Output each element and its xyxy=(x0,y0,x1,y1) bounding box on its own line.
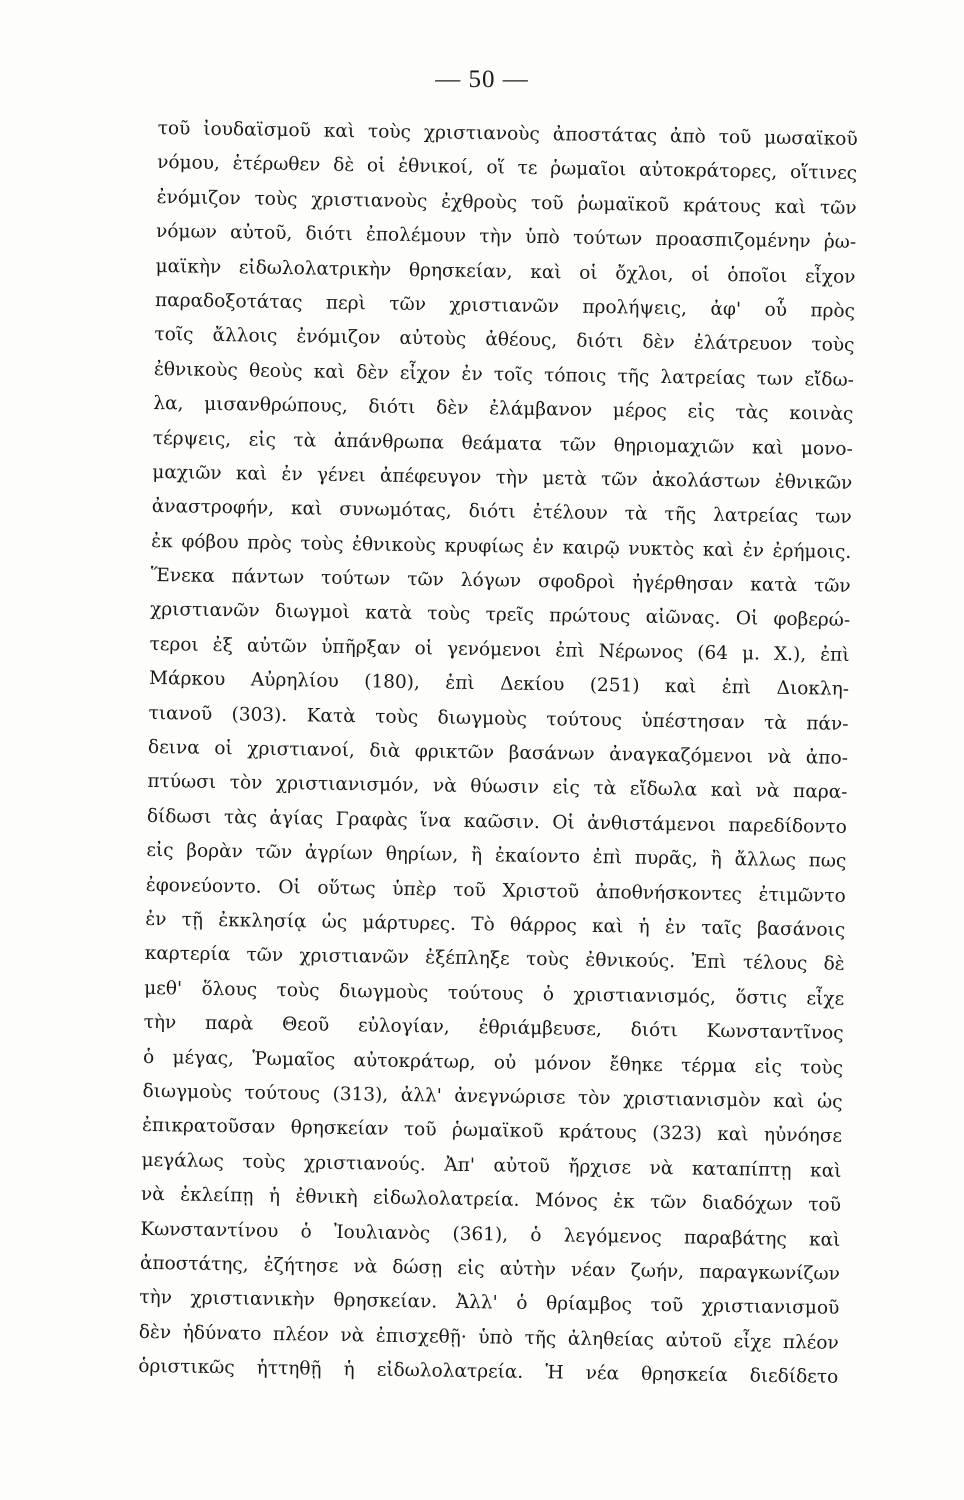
text-line: ἐν τῇ ἐκκλησίᾳ ὡς μάρτυρες. Τὸ θάρρος καὶ ἡ ἐν ταῖς βασάνοις xyxy=(145,908,846,941)
text-line: μεθ' ὅλους τοὺς διωγμοὺς τούτους ὁ χριστιανισμός, ὅστις εἶχε xyxy=(144,977,845,1010)
text-line: νὰ ἐκλείπῃ ἡ ἐθνικὴ εἰδωλολατρεία. Μόνος ἐκ τῶν διαδόχων τοῦ xyxy=(140,1183,842,1216)
text-line: νόμου, ἑτέρωθεν δὲ οἱ ἐθνικοί, οἵ τε ῥωμαῖοι αὐτοκράτορες, οἵτινες xyxy=(157,152,858,185)
text-line: ἐνόμιζον τοὺς χριστιανοὺς ἐχθροὺς τοῦ ῥωμαϊκοῦ κράτους καὶ τῶν xyxy=(156,186,857,219)
text-line: ἐπικρατοῦσαν θρησκείαν τοῦ ῥωμαϊκοῦ κράτους (323) καὶ ηὐνόησε xyxy=(141,1115,843,1148)
text-line: πτύωσι τὸν χριστιανισμόν, νὰ θύωσιν εἰς τὰ εἴδωλα καὶ νὰ παρα- xyxy=(147,771,848,804)
text-line: Κωνσταντίνου ὁ Ἰουλιανὸς (361), ὁ λεγόμενος παραβάτης καὶ xyxy=(140,1218,841,1251)
text-line: καρτερία τῶν χριστιανῶν ἐξέπληξε τοὺς ἐθνικούς. Ἐπὶ τέλους δὲ xyxy=(144,943,845,976)
text-line: τεροι ἐξ αὐτῶν ὑπῆρξαν οἱ γενόμενοι ἐπὶ Νέρωνος (64 μ. Χ.), ἐπὶ xyxy=(149,633,850,666)
text-line: δεινα οἱ χριστιανοί, διὰ φρικτῶν βασάνων ἀναγκαζόμενοι νὰ ἀπο- xyxy=(147,736,849,769)
text-line: Μάρκου Αὐρηλίου (180), ἐπὶ Δεκίου (251) καὶ ἐπὶ Διοκλη- xyxy=(148,668,850,701)
text-line: δίδωσι τὰς ἁγίας Γραφὰς ἵνα καῶσιν. Οἱ ἀνθιστάμενοι παρεδίδοντο xyxy=(146,805,848,838)
text-line: ἐκ φόβου πρὸς τοὺς ἐθνικοὺς κρυφίως ἐν καιρῷ νυκτὸς καὶ ἐν ἐρήμοις. xyxy=(151,530,852,563)
text-line: εἰς βορὰν τῶν ἀγρίων θηρίων, ἢ ἐκαίοντο ἐπὶ πυρᾶς, ἢ ἄλλως πως xyxy=(146,840,847,873)
text-line: δὲν ἠδύνατο πλέον νὰ ἐπισχεθῇ· ὑπὸ τῆς ἀληθείας αὐτοῦ εἶχε πλέον xyxy=(138,1321,839,1354)
text-line: χριστιανῶν διωγμοὶ κατὰ τοὺς τρεῖς πρώτους αἰῶνας. Οἱ φοβερώ- xyxy=(150,599,851,632)
text-line: τὴν χριστιανικὴν θρησκείαν. Ἀλλ' ὁ θρίαμβος τοῦ χριστιανισμοῦ xyxy=(139,1287,840,1320)
page-number: — 50 — xyxy=(435,66,529,93)
text-line: ἐθνικοὺς θεοὺς καὶ δὲν εἶχον ἐν τοῖς τόποις τῆς λατρείας των εἴδω- xyxy=(153,358,855,391)
text-line: μαϊκὴν εἰδωλολατρικὴν θρησκείαν, καὶ οἱ ὄχλοι, οἱ ὁποῖοι εἶχον xyxy=(155,255,856,288)
text-line: ἀναστροφήν, καὶ συνωμότας, διότι ἐτέλουν τὰ τῆς λατρείας των xyxy=(151,496,852,529)
text-line: διωγμοὺς τούτους (313), ἀλλ' ἀνεγνώρισε τὸν χριστιανισμὸν καὶ ὡς xyxy=(142,1080,843,1113)
text-line: μεγάλως τοὺς χριστιανούς. Ἀπ' αὐτοῦ ἤρχισε νὰ καταπίπτῃ καὶ xyxy=(141,1149,842,1182)
text-line: ὁριστικῶς ἡττηθῇ ἡ εἰδωλολατρεία. Ἡ νέα θρησκεία διεδίδετο xyxy=(138,1355,839,1388)
body-text xyxy=(138,112,858,1395)
text-line: Ἕνεκα πάντων τούτων τῶν λόγων σφοδροὶ ἠγέρθησαν κατὰ τῶν xyxy=(150,565,851,598)
text-line: λα, μισανθρώπους, διότι δὲν ἐλάμβανον μέρος εἰς τὰς κοινὰς xyxy=(153,393,854,426)
text-line: τοῦ ἰουδαϊσμοῦ καὶ τοὺς χριστιανοὺς ἀποστάτας ἀπὸ τοῦ μωσαϊκοῦ xyxy=(157,117,858,150)
text-line: τοῖς ἄλλοις ἐνόμιζον αὐτοὺς ἀθέους, διότι δὲν ἐλάτρευον τοὺς xyxy=(154,324,855,357)
text-line: ἀποστάτης, ἐζήτησε νὰ δώσῃ εἰς αὐτὴν νέαν ζωήν, παραγκωνίζων xyxy=(139,1252,840,1285)
text-line: ὁ μέγας, Ῥωμαῖος αὐτοκράτωρ, οὐ μόνον ἔθηκε τέρμα εἰς τοὺς xyxy=(142,1046,844,1079)
text-line: παραδοξοτάτας περὶ τῶν χριστιανῶν προλήψεις, ἀφ' οὗ πρὸς xyxy=(154,289,856,322)
text-line: μαχιῶν καὶ ἐν γένει ἀπέφευγον τὴν μετὰ τῶν ἀκολάστων ἐθνικῶν xyxy=(152,461,853,494)
text-line: τέρψεις, εἰς τὰ ἀπάνθρωπα θεάματα τῶν θηριομαχιῶν καὶ μονο- xyxy=(152,427,853,460)
text-line: νόμων αὐτοῦ, διότι ἐπολέμουν τὴν ὑπὸ τούτων προασπιζομένην ῥω- xyxy=(155,221,857,254)
text-line: τιανοῦ (303). Κατὰ τοὺς διωγμοὺς τούτους ὑπέστησαν τὰ πάν- xyxy=(148,702,849,735)
text-line: τὴν παρὰ Θεοῦ εὐλογίαν, ἐθριάμβευσε, διότι Κωνσταντῖνος xyxy=(143,1012,844,1045)
text-line: ἐφονεύοντο. Οἱ οὕτως ὑπὲρ τοῦ Χριστοῦ ἀποθνήσκοντες ἐτιμῶντο xyxy=(145,874,846,907)
